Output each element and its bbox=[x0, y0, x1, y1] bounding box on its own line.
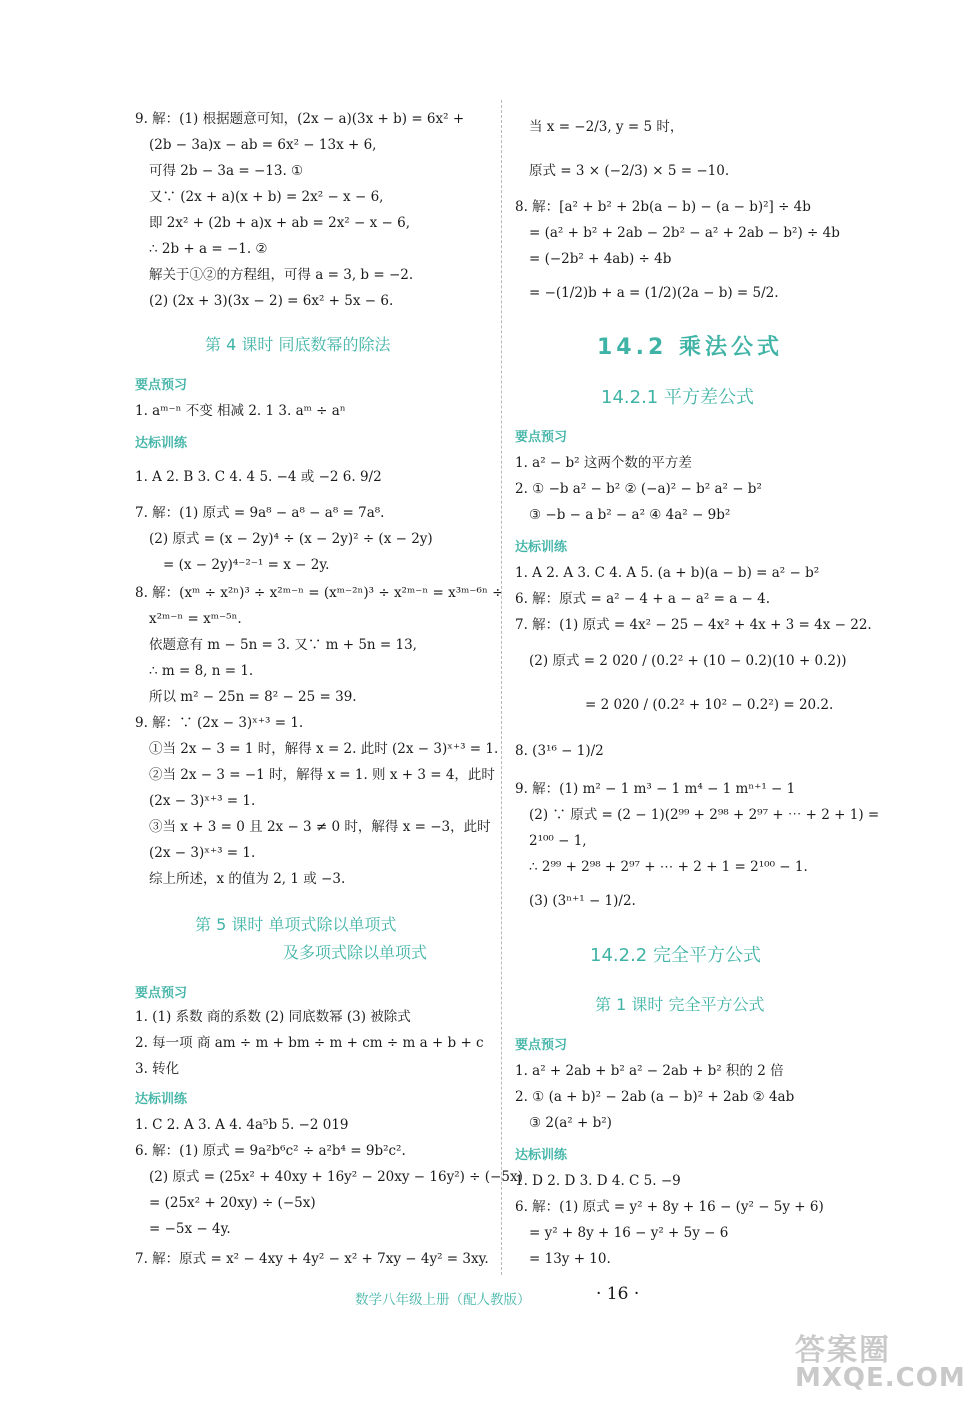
answer-line: 综上所述，x 的值为 2, 1 或 −3. bbox=[149, 871, 346, 887]
section-heading: 14.2.1 平方差公式 bbox=[601, 387, 754, 408]
answer-line: 8. 解：[a² + b² + 2b(a − b) − (a − b)²] ÷ 4b bbox=[515, 199, 811, 215]
answer-line: (3) (3ⁿ⁺¹ − 1)/2. bbox=[529, 893, 636, 909]
answer-line: 原式 = 3 × (−2/3) × 5 = −10. bbox=[529, 163, 730, 179]
answer-line: x²ᵐ⁻ⁿ = xᵐ⁻⁵ⁿ. bbox=[149, 611, 242, 627]
book-title: 数学八年级上册（配人教版） bbox=[355, 1292, 531, 1308]
subsection-label: 达标训练 bbox=[135, 436, 188, 451]
answer-line: = −5x − 4y. bbox=[149, 1221, 231, 1237]
section-heading: 14.2.2 完全平方公式 bbox=[590, 945, 761, 966]
answer-line: 3. 转化 bbox=[135, 1061, 180, 1077]
answer-line: (2) ∵ 原式 = (2 − 1)(2⁹⁹ + 2⁹⁸ + 2⁹⁷ + ⋯ + 2 + 1) = bbox=[529, 807, 880, 823]
answer-line: (2) (2x + 3)(3x − 2) = 6x² + 5x − 6. bbox=[149, 293, 394, 309]
answer-line: 1. D 2. D 3. D 4. C 5. −9 bbox=[515, 1173, 681, 1189]
answer-line: ③ 2(a² + b²) bbox=[529, 1115, 612, 1131]
answer-line: 2. ① −b a² − b² ② (−a)² − b² a² − b² bbox=[515, 481, 762, 497]
answer-line: ∴ 2b + a = −1. ② bbox=[149, 241, 268, 257]
subsection-label: 达标训练 bbox=[515, 540, 568, 555]
answer-line: = (25x² + 20xy) ÷ (−5x) bbox=[149, 1195, 316, 1211]
subsection-label: 要点预习 bbox=[515, 430, 568, 445]
answer-line: (2) 原式 = (x − 2y)⁴ ÷ (x − 2y)² ÷ (x − 2y) bbox=[149, 531, 433, 547]
answer-line: = (x − 2y)⁴⁻²⁻¹ = x − 2y. bbox=[163, 557, 330, 573]
answer-line: = 13y + 10. bbox=[529, 1251, 611, 1267]
answer-line: ③ −b − a b² − a² ④ 4a² − 9b² bbox=[529, 507, 731, 523]
answer-line: 又∵ (2x + a)(x + b) = 2x² − x − 6, bbox=[149, 189, 384, 205]
answer-line: 9. 解：(1) m² − 1 m³ − 1 m⁴ − 1 mⁿ⁺¹ − 1 bbox=[515, 781, 796, 797]
answer-line: ∴ 2⁹⁹ + 2⁹⁸ + 2⁹⁷ + ⋯ + 2 + 1 = 2¹⁰⁰ − 1. bbox=[529, 859, 808, 875]
answer-line: ③当 x + 3 = 0 且 2x − 3 ≠ 0 时，解得 x = −3，此时 bbox=[149, 819, 491, 835]
section-heading: 第 5 课时 单项式除以单项式 bbox=[195, 915, 397, 934]
answer-line: 2. ① (a + b)² − 2ab (a − b)² + 2ab ② 4ab bbox=[515, 1089, 795, 1105]
subsection-label: 要点预习 bbox=[135, 986, 188, 1001]
answer-line: = (−2b² + 4ab) ÷ 4b bbox=[529, 251, 672, 267]
subsection-label: 要点预习 bbox=[135, 378, 188, 393]
answer-line: (2) 原式 = (25x² + 40xy + 16y² − 20xy − 16y²) ÷ (−5x) bbox=[149, 1169, 523, 1185]
answer-line: ②当 2x − 3 = −1 时，解得 x = 1. 则 x + 3 = 4，此时 bbox=[149, 767, 495, 783]
answer-line: 1. A 2. B 3. C 4. 4 5. −4 或 −2 6. 9/2 bbox=[135, 469, 382, 485]
answer-line: = (a² + b² + 2ab − 2b² − a² + 2ab − b²) ÷ 4b bbox=[529, 225, 840, 241]
subsection-label: 要点预习 bbox=[515, 1038, 568, 1053]
answer-line: 2¹⁰⁰ − 1, bbox=[529, 833, 587, 849]
answer-line: (2) 原式 = 2 020 / (0.2² + (10 − 0.2)(10 + 0.2)) bbox=[529, 653, 847, 669]
answer-line: 1. C 2. A 3. A 4. 4a⁵b 5. −2 019 bbox=[135, 1117, 349, 1133]
answer-line: 7. 解：(1) 原式 = 9a⁸ − a⁸ − a⁸ = 7a⁸. bbox=[135, 505, 385, 521]
answer-line: 9. 解：(1) 根据题意可知，(2x − a)(3x + b) = 6x² + bbox=[135, 111, 465, 127]
answer-line: 1. a² + 2ab + b² a² − 2ab + b² 积的 2 倍 bbox=[515, 1063, 784, 1079]
watermark-logo bbox=[795, 1325, 965, 1393]
answer-line: 6. 解：(1) 原式 = y² + 8y + 16 − (y² − 5y + 6) bbox=[515, 1199, 824, 1215]
subsection-label: 达标训练 bbox=[135, 1092, 188, 1107]
answer-line: (2b − 3a)x − ab = 6x² − 13x + 6, bbox=[149, 137, 377, 153]
answer-line: 1. (1) 系数 商的系数 (2) 同底数幂 (3) 被除式 bbox=[135, 1009, 411, 1025]
answer-line: (2x − 3)ˣ⁺³ = 1. bbox=[149, 793, 256, 809]
section-heading: 14.2 乘法公式 bbox=[597, 335, 783, 360]
page-number: · 16 · bbox=[596, 1284, 640, 1304]
answer-line: 即 2x² + (2b + a)x + ab = 2x² − x − 6, bbox=[149, 215, 410, 231]
answer-line: 1. A 2. A 3. C 4. A 5. (a + b)(a − b) = a² − b² bbox=[515, 565, 820, 581]
answer-line: 所以 m² − 25n = 8² − 25 = 39. bbox=[149, 689, 357, 705]
answer-line: 8. 解：(xᵐ ÷ x²ⁿ)³ ÷ x²ᵐ⁻ⁿ = (xᵐ⁻²ⁿ)³ ÷ x²ᵐ⁻ⁿ = x³ᵐ⁻⁶ⁿ ÷ bbox=[135, 585, 504, 601]
answer-line: 2. 每一项 商 am ÷ m + bm ÷ m + cm ÷ m a + b + c bbox=[135, 1035, 484, 1051]
answer-line: ①当 2x − 3 = 1 时，解得 x = 2. 此时 (2x − 3)ˣ⁺³ = 1. bbox=[149, 741, 499, 757]
answer-line: 9. 解：∵ (2x − 3)ˣ⁺³ = 1. bbox=[135, 715, 304, 731]
answer-line: 8. (3¹⁶ − 1)/2 bbox=[515, 743, 604, 759]
answer-line: 当 x = −2/3, y = 5 时， bbox=[529, 119, 684, 135]
answer-line: 1. a² − b² 这两个数的平方差 bbox=[515, 455, 692, 471]
answer-line: 依题意有 m − 5n = 3. 又∵ m + 5n = 13, bbox=[149, 637, 417, 653]
column-divider bbox=[501, 100, 502, 1275]
answer-line: 6. 解：原式 = a² − 4 + a − a² = a − 4. bbox=[515, 591, 771, 607]
subsection-label: 达标训练 bbox=[515, 1148, 568, 1163]
watermark-bottom: MXQE.COM bbox=[795, 1363, 966, 1393]
answer-line: 解关于①②的方程组，可得 a = 3, b = −2. bbox=[149, 267, 414, 283]
answer-line: = −(1/2)b + a = (1/2)(2a − b) = 5/2. bbox=[529, 285, 779, 301]
answer-line: 1. aᵐ⁻ⁿ 不变 相减 2. 1 3. aᵐ ÷ aⁿ bbox=[135, 403, 346, 419]
answer-line: = 2 020 / (0.2² + 10² − 0.2²) = 20.2. bbox=[585, 697, 834, 713]
answer-line: (2x − 3)ˣ⁺³ = 1. bbox=[149, 845, 256, 861]
answer-line: 6. 解：(1) 原式 = 9a²b⁶c² ÷ a²b⁴ = 9b²c². bbox=[135, 1143, 406, 1159]
answer-line: ∴ m = 8, n = 1. bbox=[149, 663, 254, 679]
watermark-top: 答案圈 bbox=[795, 1333, 891, 1368]
section-heading: 第 4 课时 同底数幂的除法 bbox=[205, 335, 391, 354]
answer-line: 7. 解：(1) 原式 = 4x² − 25 − 4x² + 4x + 3 = 4x − 22. bbox=[515, 617, 872, 633]
section-heading: 第 1 课时 完全平方公式 bbox=[595, 995, 765, 1014]
answer-line: 可得 2b − 3a = −13. ① bbox=[149, 163, 304, 179]
answer-line: = y² + 8y + 16 − y² + 5y − 6 bbox=[529, 1225, 729, 1241]
section-heading: 及多项式除以单项式 bbox=[283, 943, 428, 962]
answer-line: 7. 解：原式 = x² − 4xy + 4y² − x² + 7xy − 4y² = 3xy. bbox=[135, 1251, 489, 1267]
